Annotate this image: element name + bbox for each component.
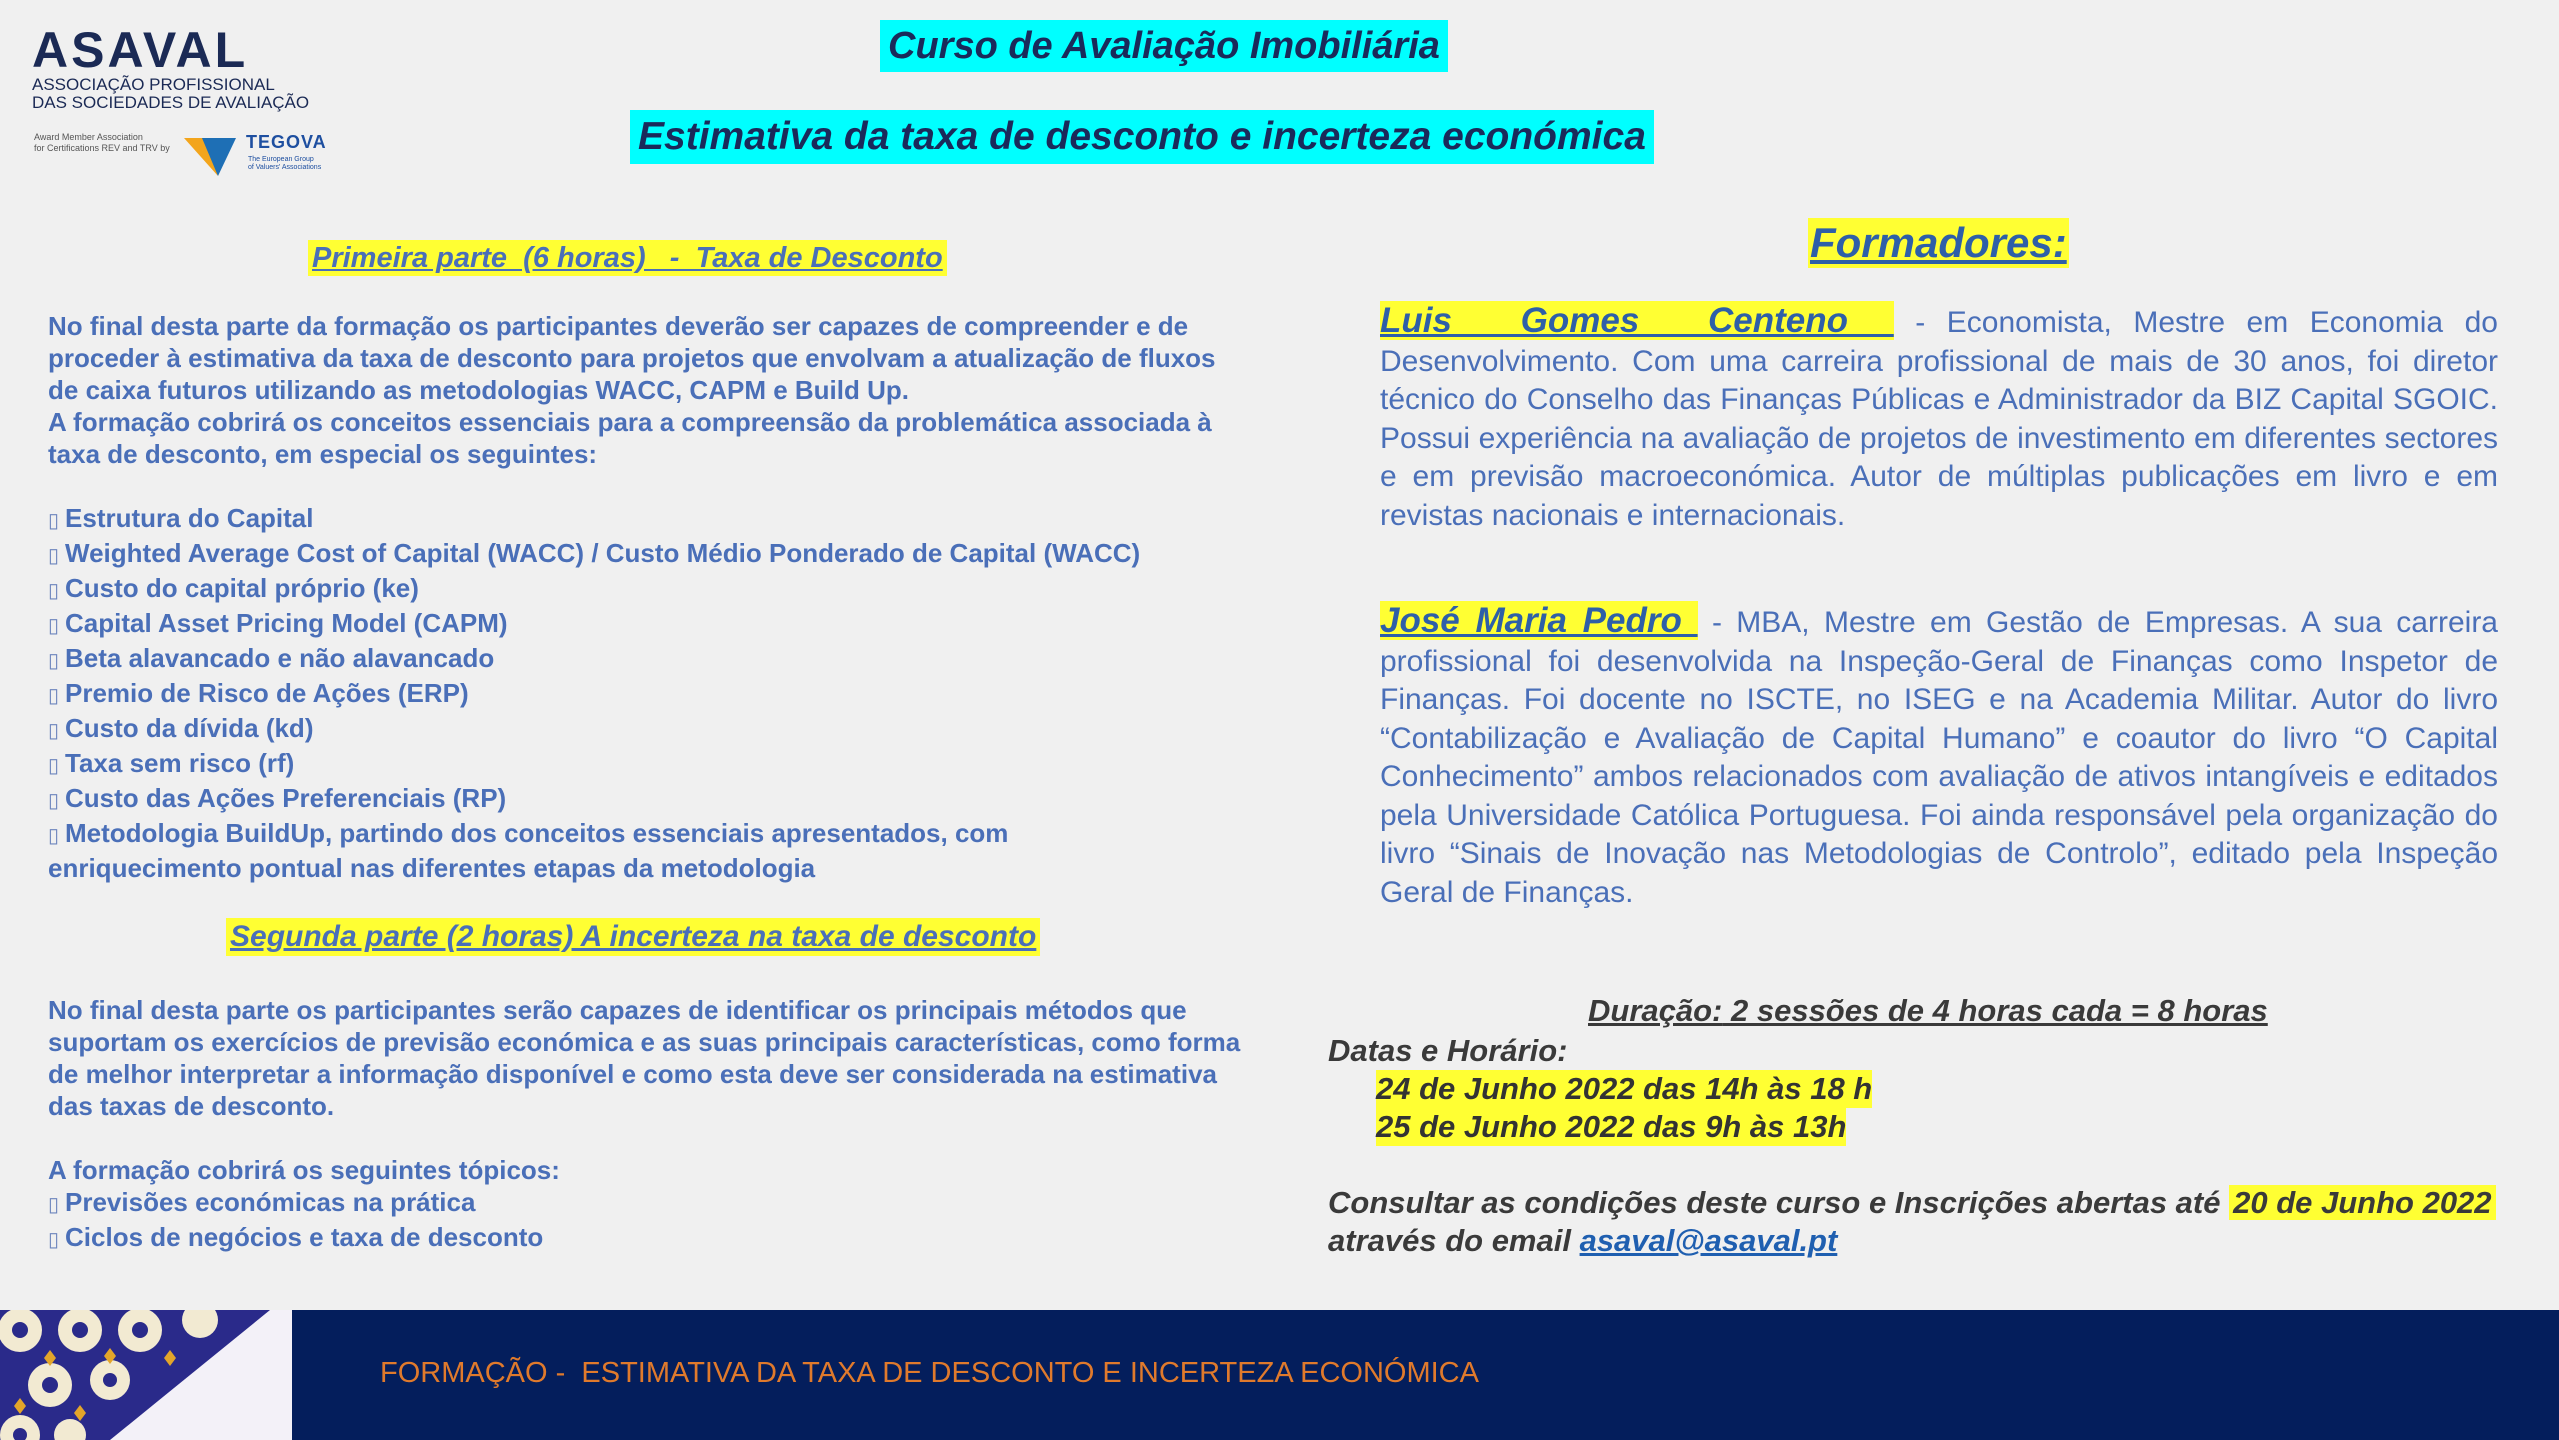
trainer-luis (1380, 302, 2498, 535)
duration-line (1588, 992, 2268, 1030)
email-link[interactable]: asaval@asaval.pt (1579, 1223, 1838, 1258)
part1-intro-1: No final desta parte da formação os participantes deverão ser capazes de compreender e de proceder à estimativa da taxa de desconto para projetos que envolvam a atualização de fluxos de caixa futuros utilizando as metodologias WACC, CAPM e Build Up. (48, 311, 1216, 405)
email-prefix: através do email (1328, 1223, 1580, 1258)
trainer-jose (1380, 602, 2498, 912)
list-item: ▯ Custo do capital próprio (ke) (48, 572, 1248, 607)
tegova-sub-2: of Valuers' Associations (248, 164, 322, 171)
part1-content (48, 310, 1248, 884)
part1-heading: Primeira parte (6 horas) - Taxa de Desconto (308, 240, 947, 276)
trainer-name: Luis Gomes Centeno (1380, 301, 1894, 340)
trainers-heading: Formadores: (1810, 219, 2067, 266)
part2-intro-1: No final desta parte os participantes serão capazes de identificar os principais métodos que suportam os exercícios de previsão económica e as suas principais características, como forma de melhor interpretar a informação disponível e como esta deve ser considerada na estimativa das taxas de desconto. (48, 995, 1241, 1121)
logo-brand: ASAVAL (32, 22, 249, 78)
trainer-name: José Maria Pedro (1380, 601, 1698, 640)
tegova-sub-1: The European Group (248, 156, 314, 163)
list-item: ▯ Weighted Average Cost of Capital (WACC) / Custo Médio Ponderado de Capital (WACC) (48, 537, 1248, 572)
tegova-name: TEGOVA (246, 132, 327, 152)
list-item: ▯ Premio de Risco de Ações (ERP) (48, 677, 1248, 712)
part2-topic-list (48, 1186, 1248, 1256)
part2-content (48, 994, 1248, 1256)
part1-topic-list (48, 502, 1248, 884)
course-subtitle: Estimativa da taxa de desconto e incerteza económica (630, 110, 1654, 164)
list-item: ▯ Custo das Ações Preferenciais (RP) (48, 782, 1248, 817)
duration-value: 2 sessões de 4 horas cada = 8 horas (1722, 993, 2268, 1028)
registration-deadline: 20 de Junho 2022 (2229, 1185, 2495, 1220)
list-item: ▯ Beta alavancado e não alavancado (48, 642, 1248, 677)
duration-label: Duração: (1588, 993, 1723, 1028)
tile-pattern-icon (0, 1310, 292, 1440)
consult-text: Consultar as condições deste curso e Inscrições abertas até (1328, 1185, 2230, 1220)
dates-label: Datas e Horário: (1328, 1033, 1568, 1068)
list-item: ▯ Custo da dívida (kd) (48, 712, 1248, 747)
part2-intro-2: A formação cobrirá os seguintes tópicos: (48, 1155, 560, 1185)
list-item: ▯ Capital Asset Pricing Model (CAPM) (48, 607, 1248, 642)
part1-intro-2: A formação cobrirá os conceitos essenciais para a compreensão da problemática associada à taxa de desconto, em especial os seguintes: (48, 407, 1212, 469)
registration-line (1328, 1184, 2496, 1222)
part2-heading: Segunda parte (2 horas) A incerteza na taxa de desconto (226, 918, 1040, 956)
session-date-1: 24 de Junho 2022 das 14h às 18 h (1376, 1071, 1873, 1106)
list-item: ▯ Estrutura do Capital (48, 502, 1248, 537)
email-line (1328, 1222, 1837, 1260)
logo-subtitle-2: DAS SOCIEDADES DE AVALIAÇÃO (32, 93, 310, 112)
award-line-2: for Certifications REV and TRV by (34, 143, 170, 153)
course-title: Curso de Avaliação Imobiliária (880, 20, 1448, 72)
asaval-logo (32, 22, 342, 176)
trainer-bio: - MBA, Mestre em Gestão de Empresas. A sua carreira profissional foi desenvolvida na Inspeção-Geral de Finanças como Inspetor de Finanças. Foi docente no ISCTE, no ISEG e na Academia Militar. Autor do livro “Contabilização e Avaliação de Capital Humano” e coautor do livro “O Capital Conhecimento” ambos relacionados com avaliação de ativos intangíveis e editados pela Universidade Católica Portuguesa. Foi ainda responsável pela organização do livro “Sinais de Inovação nas Metodologias de Controlo”, editado pela Inspeção Geral de Finanças. (1380, 606, 2498, 909)
logo-subtitle-1: ASSOCIAÇÃO PROFISSIONAL (32, 75, 275, 94)
tegova-emblem-icon (184, 134, 236, 178)
list-item: ▯ Metodologia BuildUp, partindo dos conceitos essenciais apresentados, com enriquecimento pontual nas diferentes etapas da metodologia (48, 817, 1078, 884)
award-line-1: Award Member Association (34, 132, 143, 142)
azulejo-tile-pattern (0, 1310, 292, 1440)
list-item: ▯ Taxa sem risco (rf) (48, 747, 1248, 782)
list-item: ▯ Previsões económicas na prática (48, 1186, 1248, 1221)
footer-title: FORMAÇÃO - ESTIMATIVA DA TAXA DE DESCONTO E INCERTEZA ECONÓMICA (380, 1357, 1479, 1389)
list-item: ▯ Ciclos de negócios e taxa de desconto (48, 1221, 1248, 1256)
session-date-2: 25 de Junho 2022 das 9h às 13h (1376, 1109, 1847, 1144)
trainer-bio: - Economista, Mestre em Economia do Desenvolvimento. Com uma carreira profissional de mais de 30 anos, foi diretor técnico do Conselho das Finanças Públicas e Administrador da BIZ Capital SGOIC. Possui experiência na avaliação de projetos de investimento em diferentes sectores e em previsão macroeconómica. Autor de múltiplas publicações em livro e em revistas nacionais e internacionais. (1380, 306, 2498, 532)
